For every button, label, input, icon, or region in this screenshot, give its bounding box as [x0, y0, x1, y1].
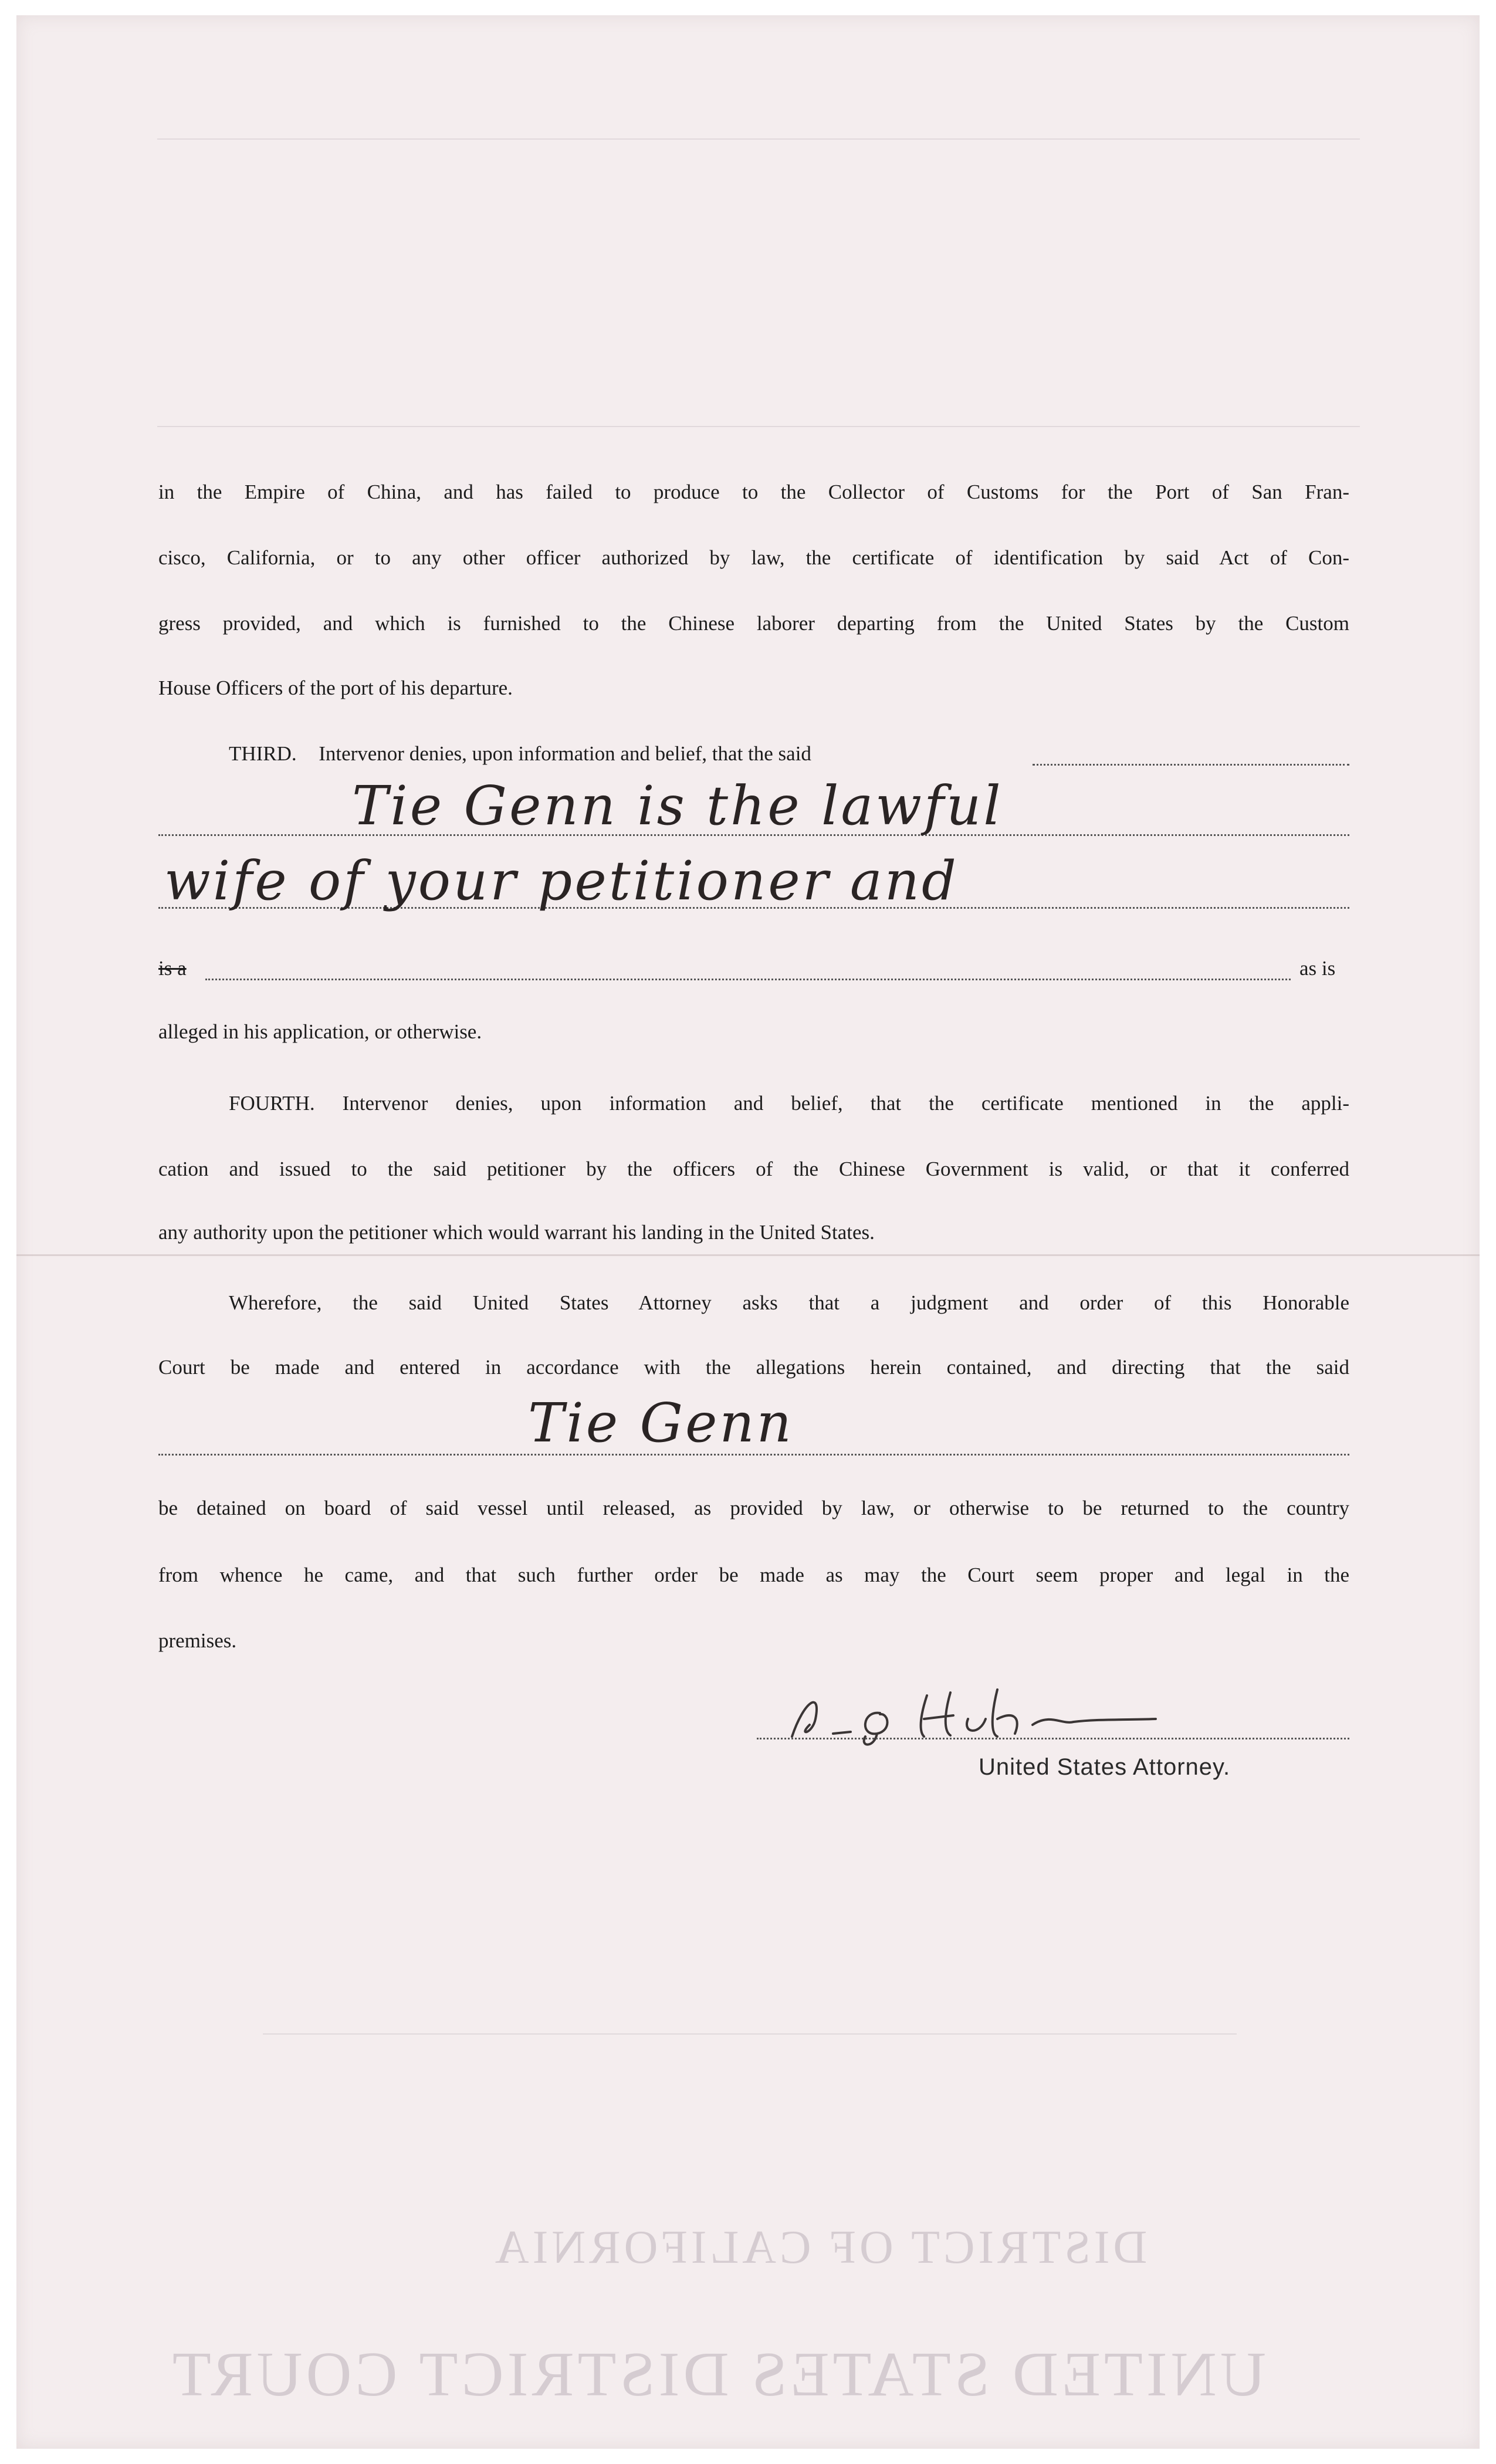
- body-line: Court be made and entered in accordance with the allegations herein contained, and directing that the said: [158, 1356, 1349, 1379]
- bleed-through-line: [263, 2033, 1237, 2035]
- third-label: THIRD.: [229, 742, 297, 765]
- bleed-through-line: [157, 138, 1360, 140]
- body-line: be detained on board of said vessel until released, as provided by law, or otherwise to be returned to the country: [158, 1497, 1349, 1519]
- signature-mark: [757, 1678, 1179, 1754]
- body-line: premises.: [158, 1629, 237, 1652]
- handwritten-name: Tie Genn: [528, 1392, 794, 1454]
- fourth-label: FOURTH.: [229, 1092, 315, 1115]
- body-line: cation and issued to the said petitioner by the officers of the Chinese Government is valid, or that it conferred: [158, 1157, 1349, 1180]
- body-line: in the Empire of China, and has failed to produce to the Collector of Customs for the Port of San Fran-: [158, 480, 1349, 503]
- body-line: Wherefore, the said United States Attorney asks that a judgment and order of this Honorable: [229, 1291, 1349, 1314]
- bleed-through-text: UNITED STATES DISTRICT COURT: [169, 2340, 1266, 2409]
- bleed-through-line: [157, 426, 1360, 427]
- signature-line: [757, 1738, 1349, 1739]
- fourth-text: Intervenor denies, upon information and belief, that the certificate mentioned in the appli-: [342, 1092, 1350, 1115]
- body-line: alleged in his application, or otherwise.: [158, 1020, 482, 1043]
- bleed-through-text: DISTRICT OF CALIFORNIA: [492, 2222, 1148, 2273]
- fourth-paragraph-start: [158, 1091, 1349, 1116]
- body-line: gress provided, and which is furnished to the Chinese laborer departing from the United States by the Custom: [158, 612, 1349, 635]
- fill-in-line: [1033, 764, 1349, 766]
- third-text: Intervenor denies, upon information and belief, that the said: [319, 742, 811, 765]
- third-paragraph-start: [158, 742, 1038, 766]
- handwritten-entry: wife of your petitioner and: [164, 849, 959, 912]
- fill-in-line: [205, 979, 1291, 980]
- body-line: any authority upon the petitioner which would warrant his landing in the United States.: [158, 1221, 875, 1244]
- struck-text: is a: [158, 957, 187, 980]
- body-line: from whence he came, and that such further order be made as may the Court seem proper and legal in the: [158, 1563, 1349, 1586]
- body-line: as is: [1299, 957, 1336, 980]
- signature-title: United States Attorney.: [979, 1754, 1231, 1780]
- fold-crease: [16, 1254, 1480, 1256]
- body-line: cisco, California, or to any other officer authorized by law, the certificate of identification by said Act of Con-: [158, 546, 1349, 569]
- handwritten-entry: Tie Genn is the lawful: [352, 774, 1003, 837]
- body-line: House Officers of the port of his departure.: [158, 676, 513, 699]
